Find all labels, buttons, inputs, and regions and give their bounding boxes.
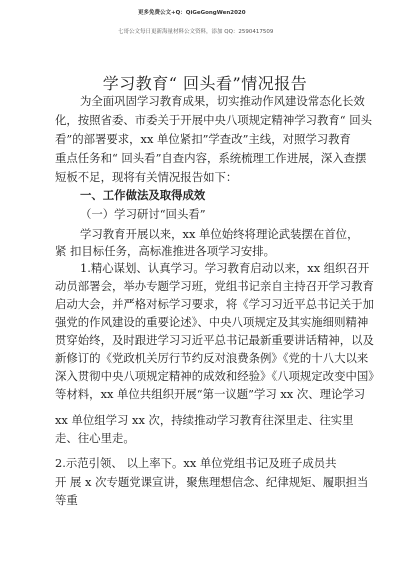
paragraph-line: 为全面巩固学习教育成果，切实推动作风建设常态化长效 [80, 94, 365, 108]
paragraph-line: 启动大会，并严格对标学习要求，将《学习习近平总书记关于加 [55, 297, 374, 311]
subsection-heading: （一）学习研讨“回头看” [80, 207, 206, 221]
paragraph-line: 动员部署会，举办专题学习班，党组书记亲自主持召开学习教育 [55, 279, 374, 293]
paragraph-line: 深入贯彻中央八项规定精神的成效和经验》《八项规定改变中国》 [55, 369, 380, 383]
paragraph-line: 1.精心谋划、认真学习。学习教育启动以来，xx 组织召开 [80, 261, 370, 275]
paragraph-line: 重点任务和“ 回头看”自查内容，系统梳理工作进展，深入查摆 [55, 151, 367, 165]
document-title: 学习教育“ 回头看”情况报告 [102, 74, 308, 93]
paragraph-line: 新修订的《党政机关厉行节约反对浪费条例》《党的十八大以来 [55, 351, 369, 365]
paragraph-line: 2.示范引领、 以上率下。xx 单位党组书记及班子成员共 [55, 456, 337, 470]
paragraph-line: 强党的作风建设的重要论述》、中央八项规定及其实施细则精神 [55, 315, 369, 329]
paragraph-line: 贯穿始终，及时跟进学习习近平总书记最新重要讲话精神，以及 [55, 333, 374, 347]
promo-banner: 更多免费公文+Q：QiGeGongWen2020 [138, 10, 246, 16]
paragraph-line: 开 展 x 次专题党课宣讲，聚焦理想信念、纪律规矩、履职担当 [55, 475, 369, 489]
paragraph-line: 化，按照省委、市委关于开展中央八项规定精神学习教育“ 回头 [55, 113, 372, 127]
paragraph-line: 紧 扣目标任务，高标准推进各项学习安排。 [55, 244, 276, 258]
paragraph-line: 看”的部署要求，xx 单位紧扣”学查改”主线，对照学习教育 [55, 132, 351, 146]
paragraph-line: 等材料，xx 单位共组织开展“第一议题”学习 xx 次、理论学习 [55, 387, 366, 401]
paragraph-line: xx 单位组学习 xx 次，持续推动学习教育往深里走、往实里 [55, 413, 354, 427]
paragraph-line: 短板不足，现将有关情况报告如下： [55, 170, 238, 184]
paragraph-line: 等重 [55, 493, 78, 507]
section-heading: 一、工作做法及取得成效 [80, 188, 206, 202]
paragraph-line: 走、往心里走。 [55, 431, 135, 445]
update-notice: 七哥公文每日更新海量材料公文资料，添加 QQ：2590417509 [118, 29, 274, 35]
paragraph-line: 学习教育开展以来，xx 单位始终将理论武装摆在首位， [80, 227, 359, 241]
